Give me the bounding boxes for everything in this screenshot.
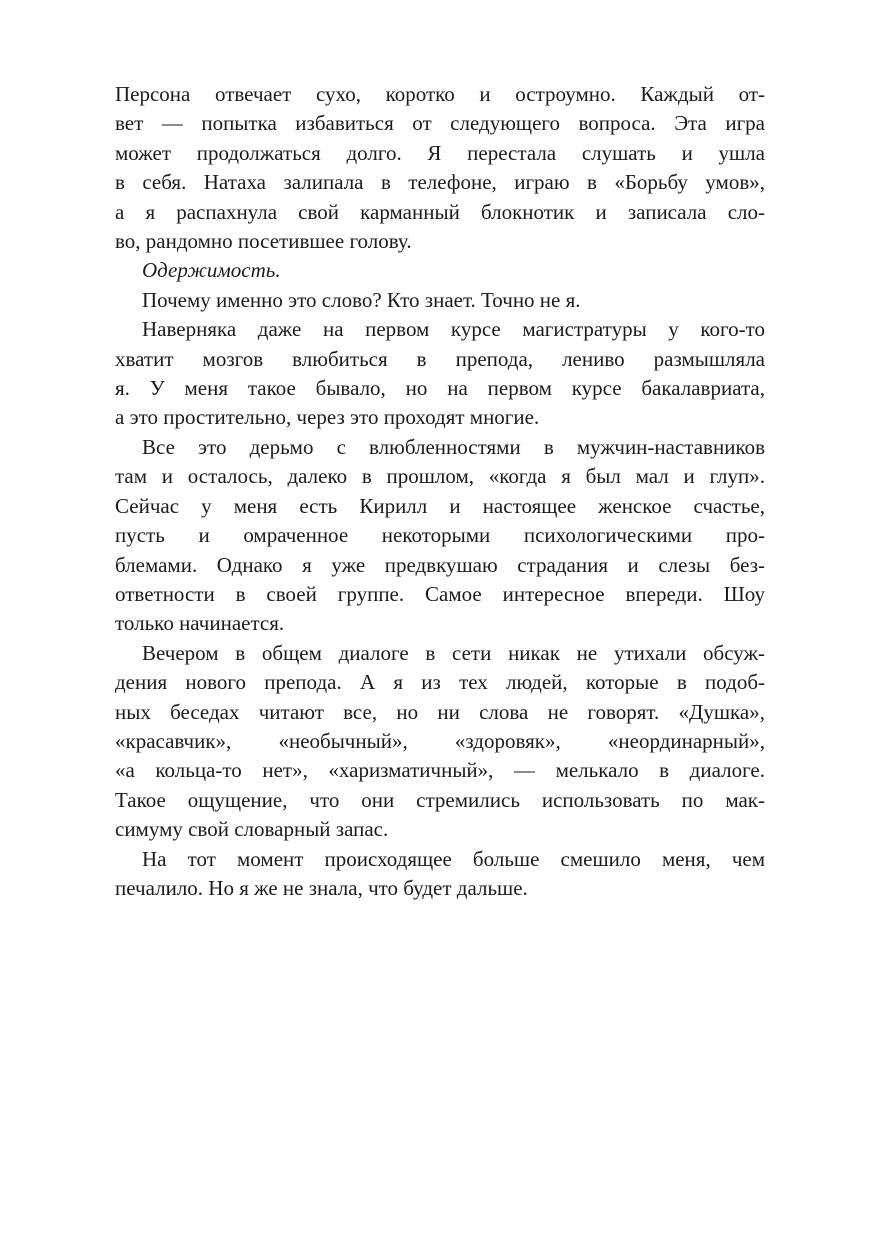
paragraph <box>115 639 765 845</box>
paragraph <box>115 315 765 433</box>
text-line: Одержимость. <box>142 258 281 283</box>
text-line: в себя. Натаха залипала в телефоне, играю в «Борьбу умов», <box>115 170 765 195</box>
paragraph <box>115 845 765 904</box>
text-line: блемами. Однако я уже предвкушаю страдания и слезы без- <box>115 552 765 577</box>
text-line: Наверняка даже на первом курсе магистратуры у кого-то <box>142 317 765 342</box>
text-line: На тот момент происходящее больше смешило меня, чем <box>142 846 765 871</box>
paragraph <box>115 256 765 285</box>
text-line: Почему именно это слово? Кто знает. Точно не я. <box>142 287 581 312</box>
text-line: а я распахнула свой карманный блокнотик и записала сло- <box>115 199 765 224</box>
text-line: хватит мозгов влюбиться в препода, лениво размышляла <box>115 346 765 371</box>
paragraph <box>115 433 765 639</box>
text-line: ных беседах читают все, но ни слова не говорят. «Душка», <box>115 699 765 724</box>
text-line: симуму свой словарный запас. <box>115 817 389 842</box>
paragraph <box>115 80 765 256</box>
text-line: вет — попытка избавиться от следующего вопроса. Эта игра <box>115 111 765 136</box>
paragraph <box>115 286 765 315</box>
text-line: я. У меня такое бывало, но на первом курсе бакалавриата, <box>115 376 765 401</box>
text-line: Персона отвечает сухо, коротко и остроумно. Каждый от- <box>115 82 765 106</box>
page-text <box>115 80 765 903</box>
text-line: там и осталось, далеко в прошлом, «когда я был мал и глуп». <box>115 464 765 489</box>
text-line: «а кольца-то нет», «харизматичный», — мелькало в диалоге. <box>115 758 765 783</box>
text-line: печалило. Но я же не знала, что будет дальше. <box>115 875 528 900</box>
text-line: дения нового препода. А я из тех людей, которые в подоб- <box>115 670 765 695</box>
text-line: может продолжаться долго. Я перестала слушать и ушла <box>115 140 765 165</box>
text-line: а это простительно, через это проходят многие. <box>115 405 540 430</box>
text-line: «красавчик», «необычный», «здоровяк», «неординарный», <box>115 728 765 753</box>
text-line: Вечером в общем диалоге в сети никак не утихали обсуж- <box>142 640 765 665</box>
text-line: Сейчас у меня есть Кирилл и настоящее женское счастье, <box>115 493 765 518</box>
text-line: ответности в своей группе. Самое интересное впереди. Шоу <box>115 581 765 606</box>
text-line: только начинается. <box>115 611 285 636</box>
text-line: Такое ощущение, что они стремились использовать по мак- <box>115 787 765 812</box>
text-line: Все это дерьмо с влюбленностями в мужчин-наставников <box>142 434 765 459</box>
text-line: пусть и омраченное некоторыми психологическими про- <box>115 523 765 548</box>
text-line: во, рандомно посетившее голову. <box>115 229 412 254</box>
